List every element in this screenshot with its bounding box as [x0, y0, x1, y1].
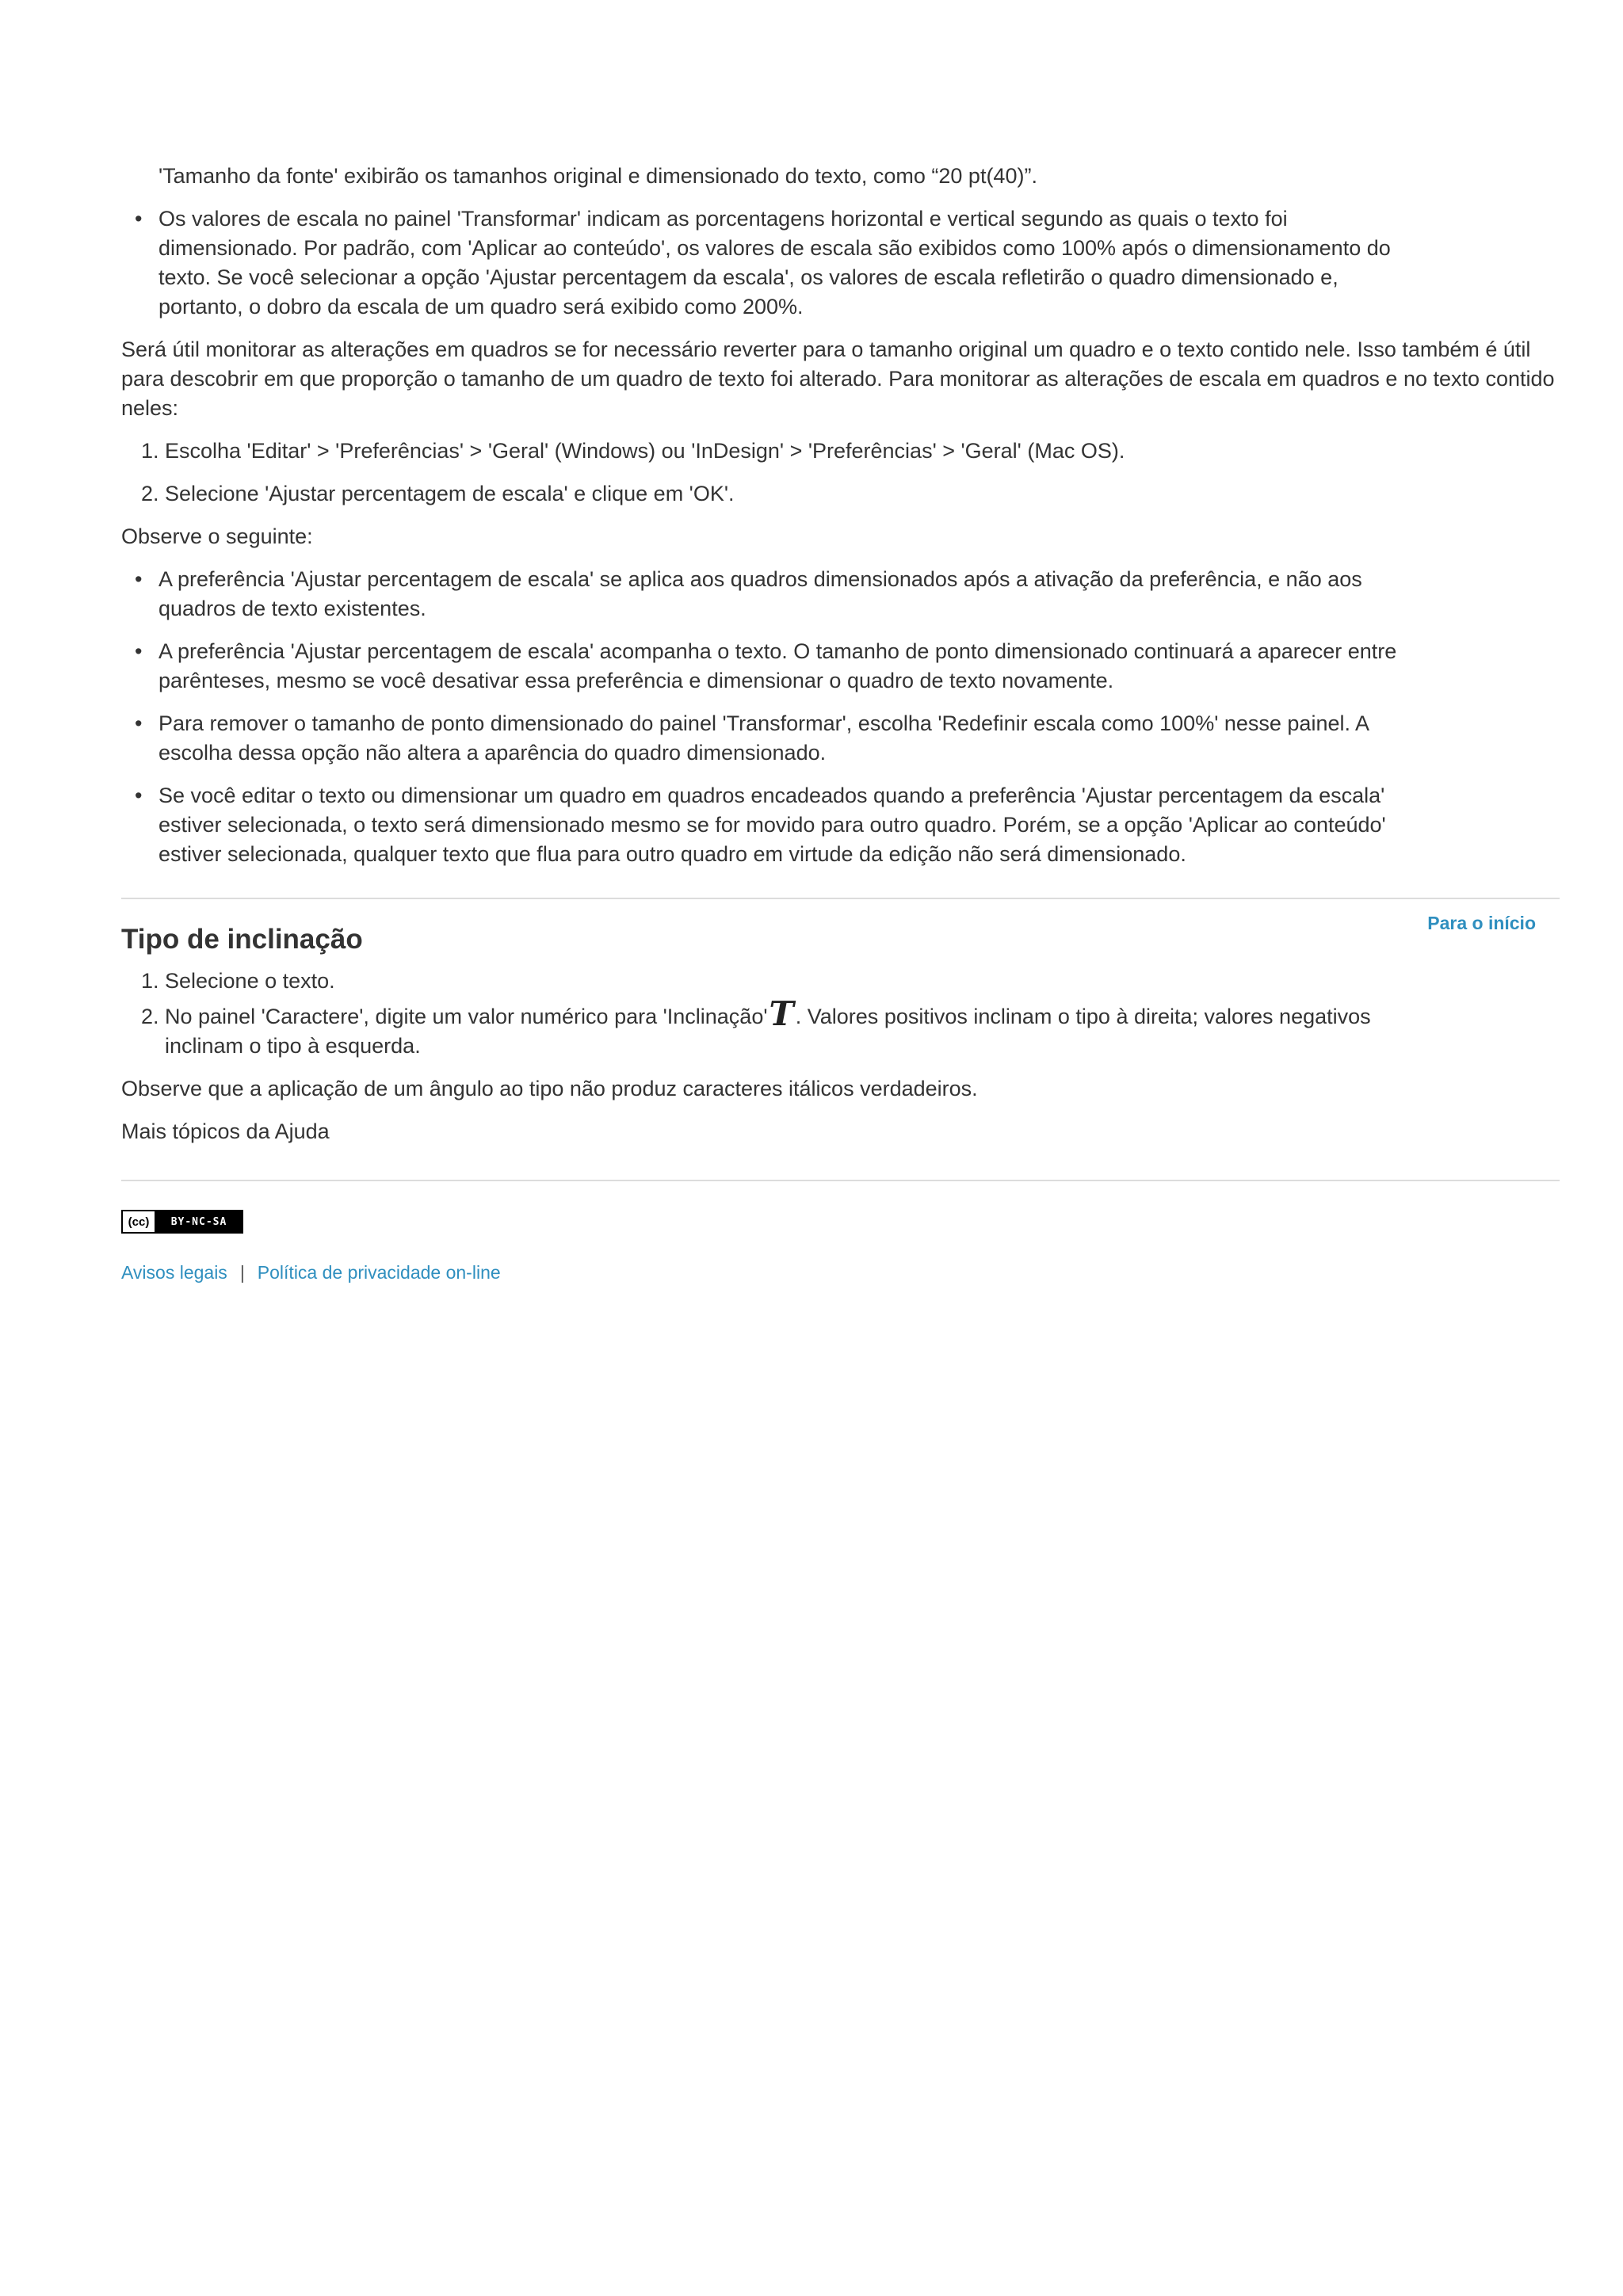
list-item — [165, 967, 1401, 996]
notes-list — [121, 565, 1560, 869]
footer-divider — [121, 1180, 1560, 1181]
section-divider — [121, 898, 1560, 899]
list-item: 1. Escolha 'Editar' > 'Preferências' > 'Geral' (Windows) ou 'InDesign' > 'Preferências' > 'Geral' (Mac OS). — [165, 437, 1401, 466]
list-item: • Se você editar o texto ou dimensionar um quadro em quadros encadeados quando a preferência 'Ajustar percentagem da escala' estiver selecionada, o texto será dimensionado mesmo se for movido para outro quadro. Porém, se a opção 'Aplicar ao conteúdo' estiver selecionada, qualquer texto que flua para outro quadro em virtude da edição não será dimensionado. — [158, 781, 1419, 869]
legal-notices-link[interactable]: Avisos legais — [121, 1262, 227, 1283]
skew-note: Observe que a aplicação de um ângulo ao tipo não produz caracteres itálicos verdadeiros. — [121, 1077, 978, 1100]
license-terms: BY-NC-SA — [156, 1211, 242, 1232]
list-item — [165, 994, 1401, 1061]
section-title: Tipo de inclinação — [121, 924, 363, 955]
list-item: • Os valores de escala no painel 'Transformar' indicam as porcentagens horizontal e vertical segundo as quais o texto foi dimensionado. Por padrão, com 'Aplicar ao conteúdo', os valores de escala são exibidos como 100% após o dimensionamento do texto. Se você selecionar a opção 'Ajustar percentagem da escala', os valores de escala refletirão o quadro dimensionado e, portanto, o dobro da escala de um quadro será exibido como 200%. — [158, 204, 1419, 322]
intro-bullet-list — [121, 204, 1560, 322]
skew-steps — [121, 967, 1560, 1061]
monitor-paragraph: Será útil monitorar as alterações em quadros se for necessário reverter para o tamanho original um quadro e o texto contido nele. Isso também é útil para descobrir em que proporção o tamanho de um quadro de texto foi alterado. Para monitorar as alterações de escala em quadros e no texto contido neles: — [121, 338, 1555, 420]
privacy-policy-link[interactable]: Política de privacidade on-line — [257, 1262, 501, 1283]
section-header — [121, 913, 1560, 957]
document-page — [121, 162, 1560, 1283]
list-item: • A preferência 'Ajustar percentagem de escala' acompanha o texto. O tamanho de ponto dimensionado continuará a aparecer entre parênteses, mesmo se você desativar essa preferência e dimensionar o quadro de texto novamente. — [158, 637, 1419, 696]
list-item: • Para remover o tamanho de ponto dimensionado do painel 'Transformar', escolha 'Redefinir escala como 100%' nesse painel. A escolha dessa opção não altera a aparência do quadro dimensionado. — [158, 709, 1419, 768]
back-to-top-link[interactable]: Para o início — [1427, 913, 1536, 933]
cc-license-badge[interactable] — [121, 1210, 243, 1234]
footer-links — [121, 1262, 1560, 1283]
list-item: 2. Selecione 'Ajustar percentagem de escala' e clique em 'OK'. — [165, 479, 1401, 509]
skew-icon: T — [769, 994, 794, 1033]
continuation-text: 'Tamanho da fonte' exibirão os tamanhos original e dimensionado do texto, como “20 pt(40)”. — [158, 164, 1037, 188]
note-intro: Observe o seguinte: — [121, 524, 313, 548]
step-text: No painel 'Caractere', digite um valor numérico para 'Inclinação' — [165, 1005, 768, 1028]
footer-separator: | — [239, 1262, 245, 1283]
step-text: . Valores positivos inclinam o tipo à direita; valores negativos inclinam o tipo à esquerda. — [165, 1005, 1371, 1058]
cc-icon: (cc) — [123, 1211, 156, 1232]
more-help-topics: Mais tópicos da Ajuda — [121, 1119, 330, 1143]
monitor-steps — [121, 437, 1560, 509]
step-text: Selecione o texto. — [165, 969, 335, 993]
list-item: • A preferência 'Ajustar percentagem de escala' se aplica aos quadros dimensionados após a ativação da preferência, e não aos quadros de texto existentes. — [158, 565, 1419, 624]
